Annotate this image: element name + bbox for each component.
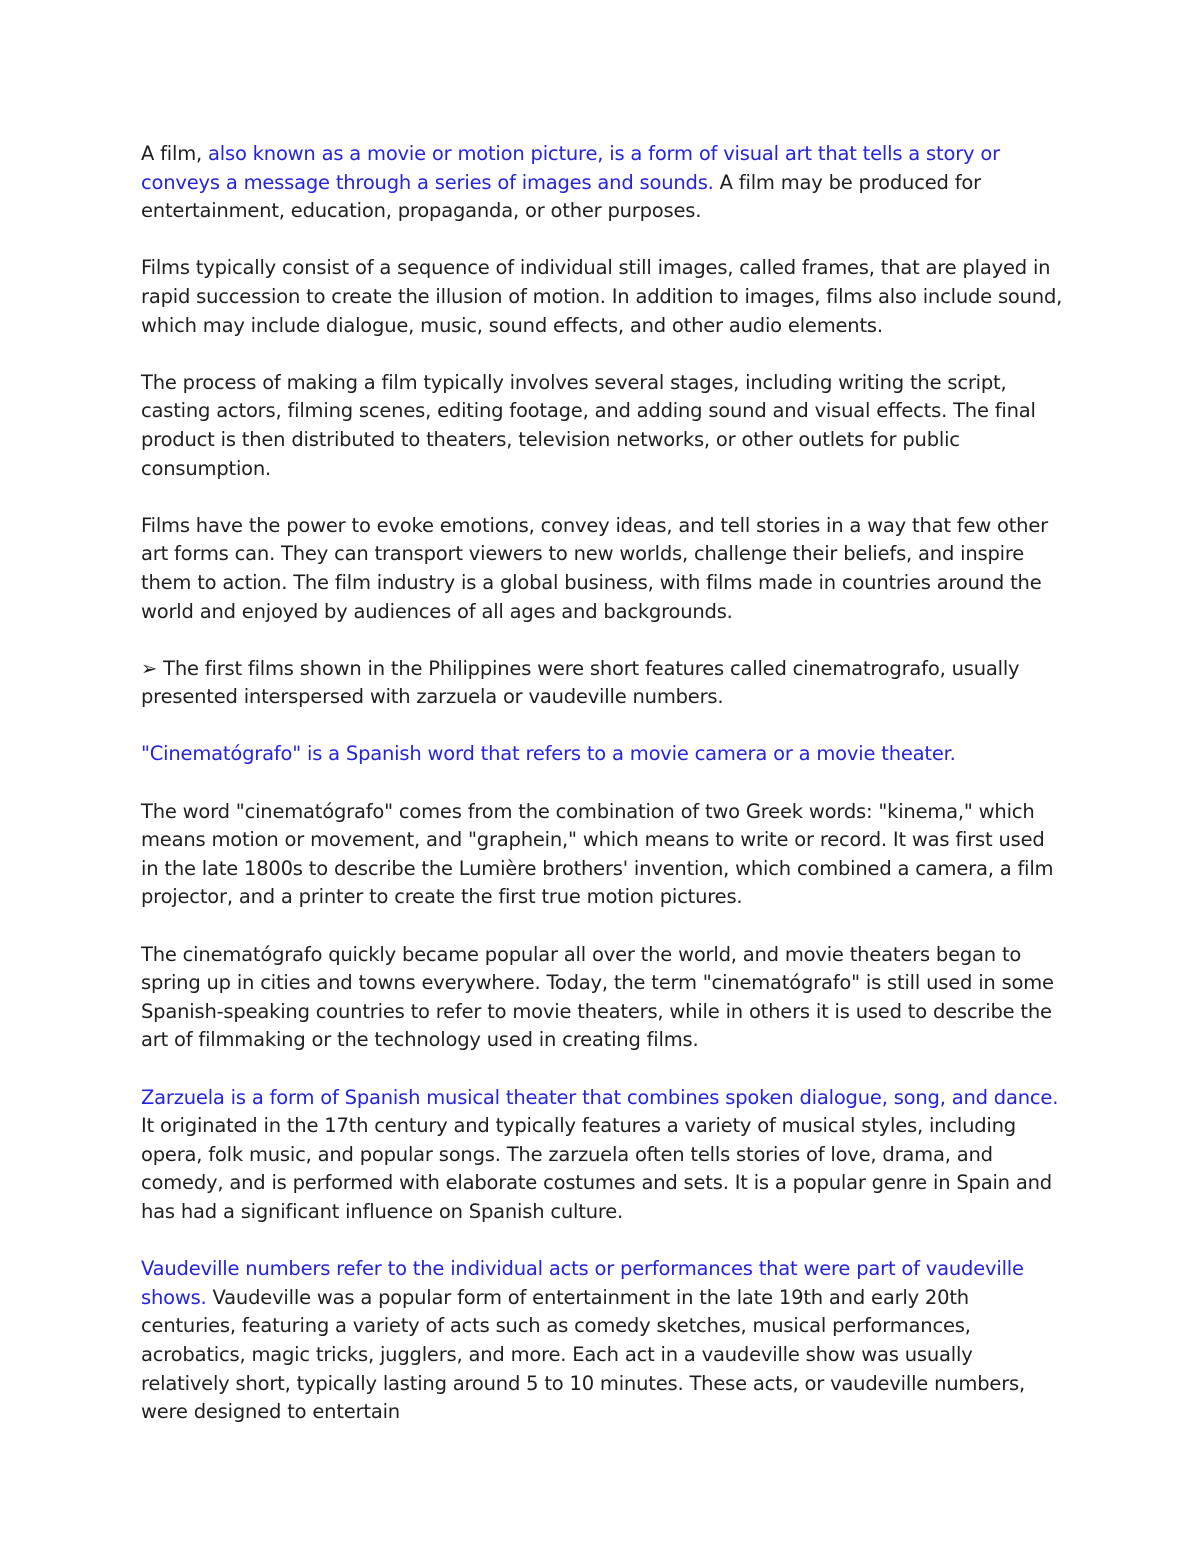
- paragraph-film-definition: [141, 140, 1066, 226]
- paragraph-etymology: [141, 798, 1066, 912]
- highlighted-text: Zarzuela is a form of Spanish musical theater that combines spoken dialogue, song, and dance.: [141, 1085, 1059, 1109]
- paragraph-cinematografo-definition: [141, 740, 1066, 769]
- paragraph-text: The cinematógrafo quickly became popular all over the world, and movie theaters began to spring up in cities and towns everywhere. Today, the term "cinematógrafo" is still used in some Spanish-speaking countries to refer to movie theaters, while in others it is used to describe the art of filmmaking or the technology used in creating films.: [141, 942, 1054, 1052]
- paragraph-text: The word "cinematógrafo" comes from the combination of two Greek words: "kinema," which means motion or movement, and "graphein," which means to write or record. It was first used in the late 1800s to describe the Lumière brothers' invention, which combined a camera, a film projector, and a printer to create the first true motion pictures.: [141, 799, 1054, 909]
- paragraph-text: A film,: [141, 142, 209, 165]
- paragraph-text: A film may be produced for entertainment, education, propaganda, or other purposes.: [141, 170, 981, 223]
- highlighted-text: "Cinematógrafo" is a Spanish word that refers to a movie camera or a movie theater.: [141, 742, 956, 766]
- paragraph-zarzuela: [141, 1084, 1066, 1227]
- highlighted-text: Vaudeville numbers refer to the individual acts or performances that were part of vaudeville shows.: [141, 1257, 1024, 1309]
- paragraph-text: It originated in the 17th century and typically features a variety of musical styles, including opera, folk music, and popular songs. The zarzuela often tells stories of love, drama, and comedy, and is performed with elaborate costumes and sets. It is a popular genre in Spain and has had a significant influence on Spanish culture.: [141, 1114, 1052, 1223]
- paragraph-process: [141, 369, 1066, 483]
- paragraph-text: Films typically consist of a sequence of individual still images, called frames, that are played in rapid succession to create the illusion of motion. In addition to images, films also include sound, which may include dialogue, music, sound effects, and other audio elements.: [141, 256, 1063, 337]
- paragraph-text: The first films shown in the Philippines were short features called cinematrografo, usually presented interspersed with zarzuela or vaudeville numbers.: [141, 656, 1020, 709]
- arrow-bullet-icon: ➢: [141, 656, 158, 680]
- paragraph-text: Vaudeville was a popular form of entertainment in the late 19th and early 20th centuries, featuring a variety of acts such as comedy sketches, musical performances, acrobatics, magic tricks, jugglers, and more. Each act in a vaudeville show was usually relatively short, typically lasting around 5 to 10 minutes. These acts, or vaudeville numbers, were designed to entertain: [141, 1285, 1025, 1424]
- paragraph-power: [141, 512, 1066, 626]
- paragraph-philippines-bullet: [141, 655, 1066, 712]
- paragraph-vaudeville: [141, 1255, 1066, 1427]
- paragraph-text: The process of making a film typically involves several stages, including writing the script, casting actors, filming scenes, editing footage, and adding sound and visual effects. The final product is then distributed to theaters, television networks, or other outlets for public consumption.: [141, 370, 1036, 480]
- paragraph-popularity: [141, 941, 1066, 1055]
- paragraph-text: Films have the power to evoke emotions, convey ideas, and tell stories in a way that few other art forms can. They can transport viewers to new worlds, challenge their beliefs, and inspire them to action. The film industry is a global business, with films made in countries around the world and enjoyed by audiences of all ages and backgrounds.: [141, 513, 1048, 623]
- highlighted-text: also known as a movie or motion picture, is a form of visual art that tells a story or conveys a message through a series of images and sounds.: [141, 142, 1000, 194]
- document-page: [141, 140, 1066, 1455]
- paragraph-frames: [141, 254, 1066, 340]
